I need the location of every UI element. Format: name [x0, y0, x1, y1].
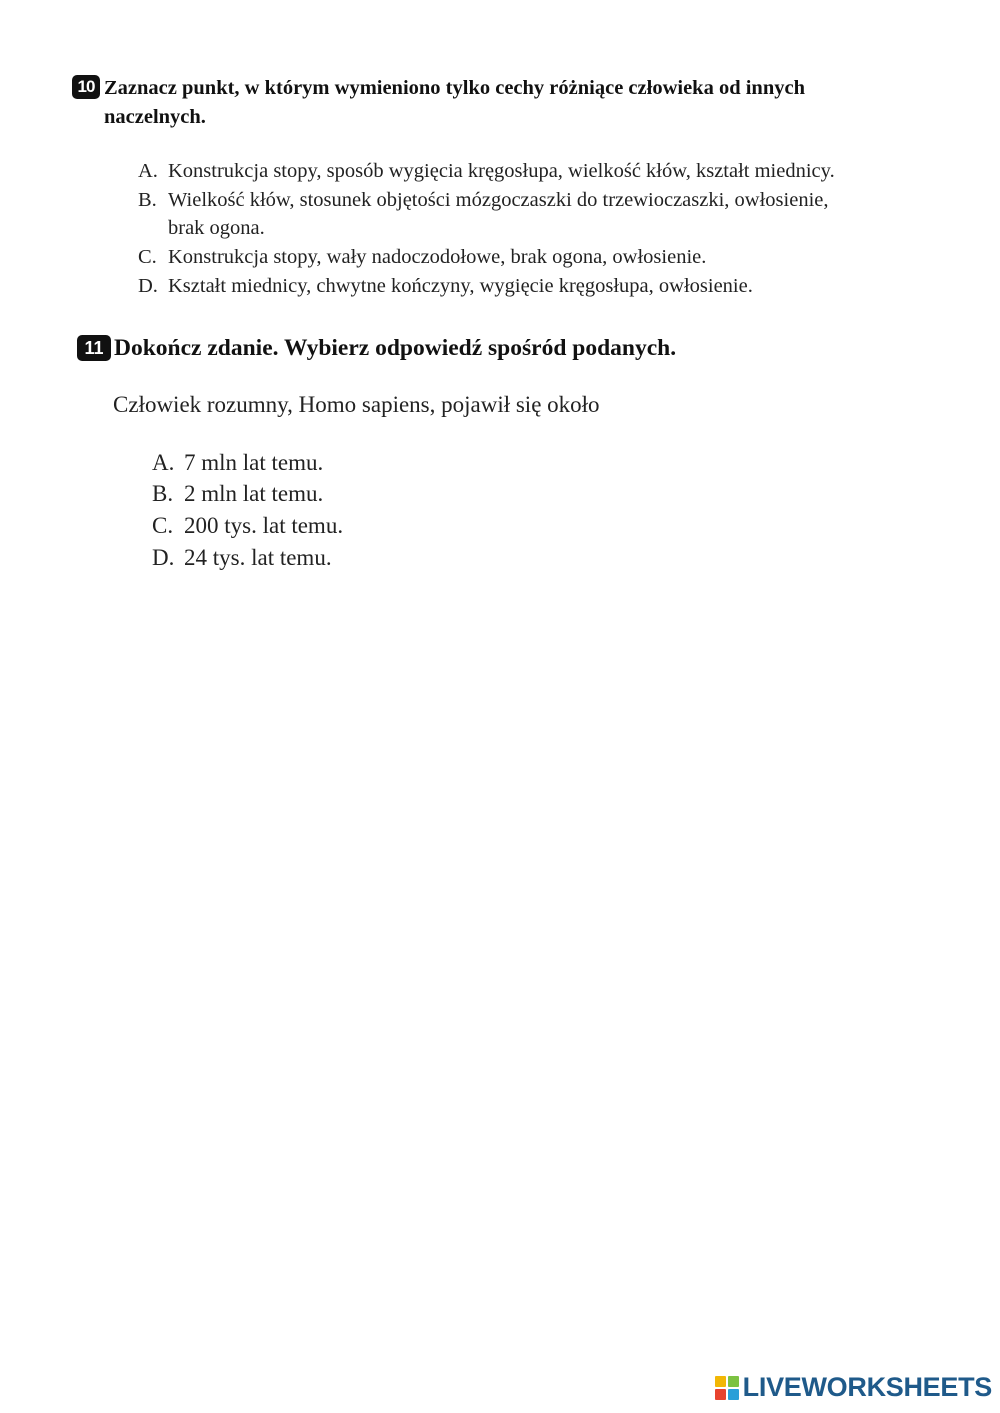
question-title-line: Zaznacz punkt, w którym wymieniono tylko cechy różniące człowieka od innych	[104, 77, 805, 99]
option-text: 2 mln lat temu.	[184, 481, 324, 506]
option-text: 200 tys. lat temu.	[184, 513, 344, 538]
option-text: Konstrukcja stopy, sposób wygięcia kręgosłupa, wielkość kłów, kształt miednicy.	[168, 160, 835, 182]
liveworksheets-logo-icon	[715, 1376, 739, 1400]
liveworksheets-logo[interactable]	[715, 1372, 992, 1403]
answer-option-d[interactable]	[152, 543, 552, 573]
answer-option-c[interactable]	[138, 243, 958, 271]
option-letter: C.	[152, 513, 174, 538]
option-letter: A.	[152, 450, 175, 475]
option-text: 7 mln lat temu.	[184, 450, 324, 475]
option-letter: B.	[138, 189, 157, 211]
question-stem: Człowiek rozumny, Homo sapiens, pojawił się około	[113, 392, 600, 417]
logo-text: LIVEWORKSHEETS	[742, 1372, 992, 1402]
answer-option-b[interactable]	[152, 479, 552, 509]
option-text-line: Wielkość kłów, stosunek objętości mózgoczaszki do trzewioczaszki, owłosienie,	[168, 189, 829, 211]
question-number-badge: 11	[77, 335, 111, 361]
answer-option-d[interactable]	[138, 272, 958, 300]
option-letter: D.	[152, 545, 175, 570]
question-title	[104, 74, 942, 132]
option-letter: D.	[138, 275, 158, 297]
logo-square	[728, 1376, 739, 1387]
option-text: Kształt miednicy, chwytne kończyny, wygięcie kręgosłupa, owłosienie.	[168, 275, 753, 297]
option-letter: A.	[138, 160, 158, 182]
option-text-line: brak ogona.	[168, 217, 265, 239]
logo-square	[728, 1389, 739, 1400]
option-text: Konstrukcja stopy, wały nadoczodołowe, brak ogona, owłosienie.	[168, 246, 707, 268]
question-number-badge: 10	[72, 75, 100, 99]
question-title-line: naczelnych.	[104, 106, 206, 128]
answer-option-a[interactable]	[152, 448, 552, 478]
question-11-header	[77, 333, 947, 363]
answer-option-a[interactable]	[138, 157, 958, 185]
answer-option-c[interactable]	[152, 511, 552, 541]
option-letter: B.	[152, 481, 174, 506]
question-10-header	[72, 74, 942, 132]
logo-square	[715, 1389, 726, 1400]
option-text: 24 tys. lat temu.	[184, 545, 332, 570]
question-title: Dokończ zdanie. Wybierz odpowiedź spośród podanych.	[114, 335, 677, 361]
logo-square	[715, 1376, 726, 1387]
option-text	[168, 186, 958, 242]
answer-option-b[interactable]	[138, 186, 958, 242]
option-letter: C.	[138, 246, 157, 268]
